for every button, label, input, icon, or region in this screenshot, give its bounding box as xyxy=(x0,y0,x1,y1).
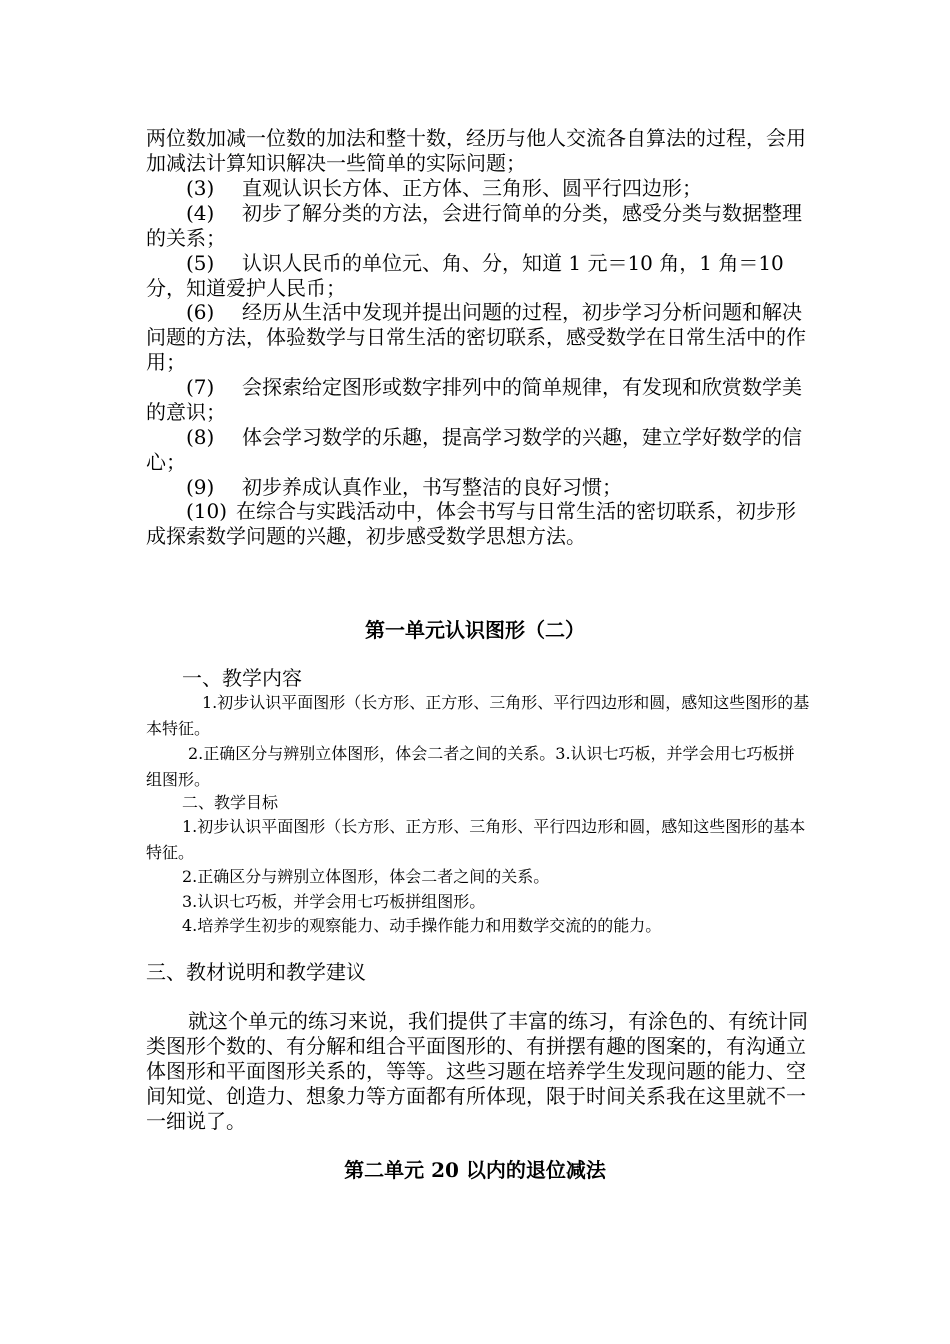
goal-number: (8) xyxy=(186,425,215,449)
goal-number: (7) xyxy=(186,375,215,399)
goal-text: 初步养成认真作业，书写整洁的良好习惯； xyxy=(242,475,622,499)
objective-item-4: 4.培养学生初步的观察能力、动手操作能力和用数学交流的的能力。 xyxy=(182,916,662,935)
goal-text: 会探索给定图形或数字排列中的简单规律，有发现和欣赏数学美的意识； xyxy=(146,375,802,424)
goal-number: (4) xyxy=(186,201,215,225)
goal-item-5 xyxy=(146,251,810,301)
section3-heading: 三、教材说明和教学建议 xyxy=(146,960,366,984)
goal-item-7 xyxy=(146,375,810,425)
section1-heading: 一、教学内容 xyxy=(182,666,302,690)
goal-number: (3) xyxy=(186,176,215,200)
goal-item-6 xyxy=(146,300,810,375)
goal-number: (10) xyxy=(186,499,228,523)
section2-heading: 二、教学目标 xyxy=(182,793,279,812)
goal-item-3 xyxy=(146,176,810,201)
goal-item-9 xyxy=(146,475,810,500)
goal-text: 体会学习数学的乐趣，提高学习数学的兴趣，建立学好数学的信心； xyxy=(146,425,802,474)
unit2-title: 第二单元 20 以内的退位减法 xyxy=(344,1158,606,1182)
content-item-2: 2.正确区分与辨别立体图形，体会二者之间的关系。3.认识七巧板，并学会用七巧板拼组图形。 xyxy=(146,744,795,789)
goal-number: (6) xyxy=(186,300,215,324)
objective-item-3: 3.认识七巧板，并学会用七巧板拼组图形。 xyxy=(182,892,486,911)
goal-text: 经历从生活中发现并提出问题的过程，初步学习分析问题和解决问题的方法，体验数学与日常生活的密切联系，感受数学在日常生活中的作用； xyxy=(146,300,806,374)
objective-item-1: 1.初步认识平面图形（长方形、正方形、三角形、平行四边形和圆，感知这些图形的基本特征。 xyxy=(146,817,806,862)
goals-intro: 两位数加减一位数的加法和整十数，经历与他人交流各自算法的过程，会用加减法计算知识解决一些简单的实际问题； xyxy=(146,126,806,175)
goal-text: 在综合与实践活动中，体会书写与日常生活的密切联系，初步形成探索数学问题的兴趣，初步感受数学思想方法。 xyxy=(146,499,796,548)
goal-text: 初步了解分类的方法，会进行简单的分类，感受分类与数据整理的关系； xyxy=(146,201,802,250)
unit1-title: 第一单元认识图形（二） xyxy=(365,618,585,642)
goal-number: (5) xyxy=(186,251,215,275)
goal-text: 直观认识长方体、正方体、三角形、圆平行四边形； xyxy=(242,176,702,200)
goal-number: (9) xyxy=(186,475,215,499)
goal-text: 认识人民币的单位元、角、分，知道 1 元＝10 角，1 角＝10 分，知道爱护人民币； xyxy=(146,251,784,300)
goal-item-8 xyxy=(146,425,810,475)
goal-item-4 xyxy=(146,201,810,251)
objective-item-2: 2.正确区分与辨别立体图形，体会二者之间的关系。 xyxy=(182,867,550,886)
content-item-1: 1.初步认识平面图形（长方形、正方形、三角形、平行四边形和圆，感知这些图形的基本特征。 xyxy=(146,693,810,738)
goal-item-10 xyxy=(146,499,810,549)
section3-paragraph: 就这个单元的练习来说，我们提供了丰富的练习，有涂色的、有统计同类图形个数的、有分解和组合平面图形的、有拼摆有趣的图案的，有沟通立体图形和平面图形关系的，等等。这些习题在培养学生发现问题的能力、空间知觉、创造力、想象力等方面都有所体现，限于时间关系我在这里就不一一细说了。 xyxy=(146,1009,808,1133)
